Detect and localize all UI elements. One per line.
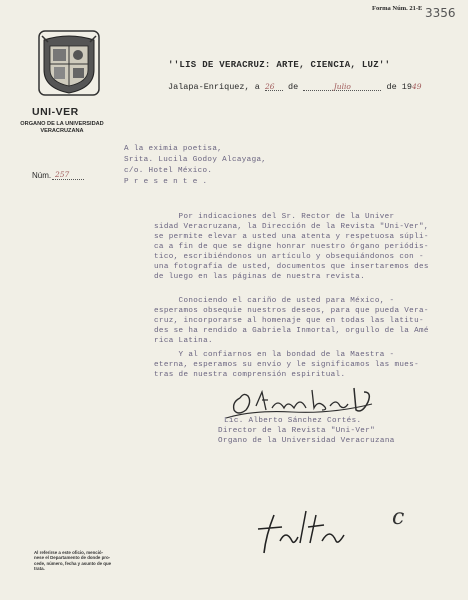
body-line: se permite elevar a usted una atenta y respetuosa súpli- <box>154 233 429 241</box>
dateline-place: Jalapa-Enriquez, a <box>168 82 260 92</box>
recipient-line: P r e s e n t e . <box>124 178 208 186</box>
recipient-line: A la eximia poetisa, <box>124 145 223 153</box>
form-number: Forma Núm. 21-E <box>372 5 423 12</box>
number-label: Núm. <box>32 171 52 180</box>
footnote-line: cede, número, fecha y asunto de que <box>34 560 112 566</box>
dateline-month: Julio <box>333 82 351 91</box>
body-line: Y al confiarnos en la bondad de la Maestra - <box>154 351 395 359</box>
dateline-de-2: de 19 <box>386 82 412 92</box>
body-line: de luego en las páginas de nuestra revista. <box>154 273 366 281</box>
recipient-line: c/o. Hotel México. <box>124 167 213 175</box>
footnote-line: trata. <box>34 565 45 571</box>
recipient-line: Srita. Lucila Godoy Alcayaga, <box>124 156 267 164</box>
number-value: 257 <box>55 170 70 179</box>
dateline-year: 49 <box>411 82 422 91</box>
org-subtitle-2: VERACRUZANA <box>40 128 84 134</box>
body-line: tras de nuestra comprensión espiritual. <box>154 371 346 379</box>
body-line: una fotografía de usted, documentos que insertaremos des <box>154 263 429 271</box>
archive-number: 3356 <box>425 6 456 20</box>
signer-name: Lic. Alberto Sánchez Cortés. <box>224 417 362 425</box>
body-line: des se ha rendido a Gabriela Inmortal, orgullo de la Amé <box>154 327 429 335</box>
body-line: esperamos obsequie nuestros deseos, para que pueda Vera- <box>154 307 429 315</box>
handwritten-c-mark: c <box>392 505 405 530</box>
signer-title: Director de la Revista "Uni-Ver" <box>218 427 376 435</box>
footnote-line: nese el Departamento de donde pro- <box>34 555 111 561</box>
dateline-de-1: de <box>288 82 299 92</box>
number-line <box>52 179 84 180</box>
dateline <box>168 82 422 92</box>
body-line: ca a fin de que se digne honrar nuestro órgano periódis- <box>154 243 429 251</box>
signer-org: Organo de la Universidad Veracruzana <box>218 437 395 445</box>
body-line: Por indicaciones del Sr. Rector de la Univer <box>154 213 395 221</box>
body-line: tico, escribiéndonos un artículo y obsequiándonos con - <box>154 253 424 261</box>
org-name: UNI-VER <box>32 106 79 118</box>
footnote <box>34 550 111 571</box>
motto: ''LIS DE VERACRUZ: ARTE, CIENCIA, LUZ'' <box>168 60 391 70</box>
footnote-line: Al referirse a este oficio, menció- <box>34 550 104 555</box>
org-subtitle-1: ORGANO DE LA UNIVERSIDAD <box>20 121 104 127</box>
body-line: Conociendo el cariño de usted para México, - <box>154 297 395 305</box>
body-line: rica Latina. <box>154 337 213 345</box>
university-seal-icon <box>38 30 100 96</box>
dateline-day: 26 <box>264 82 275 91</box>
body-line: eterna, esperamos su envío y le significamos las mues- <box>154 361 419 369</box>
body-line: cruz, incorporarse al homenaje que en todas las latitu- <box>154 317 424 325</box>
handwritten-falta-note <box>252 505 362 555</box>
body-line: sidad Veracruzana, la Dirección de la Revista "Uni-Ver", <box>154 223 429 231</box>
